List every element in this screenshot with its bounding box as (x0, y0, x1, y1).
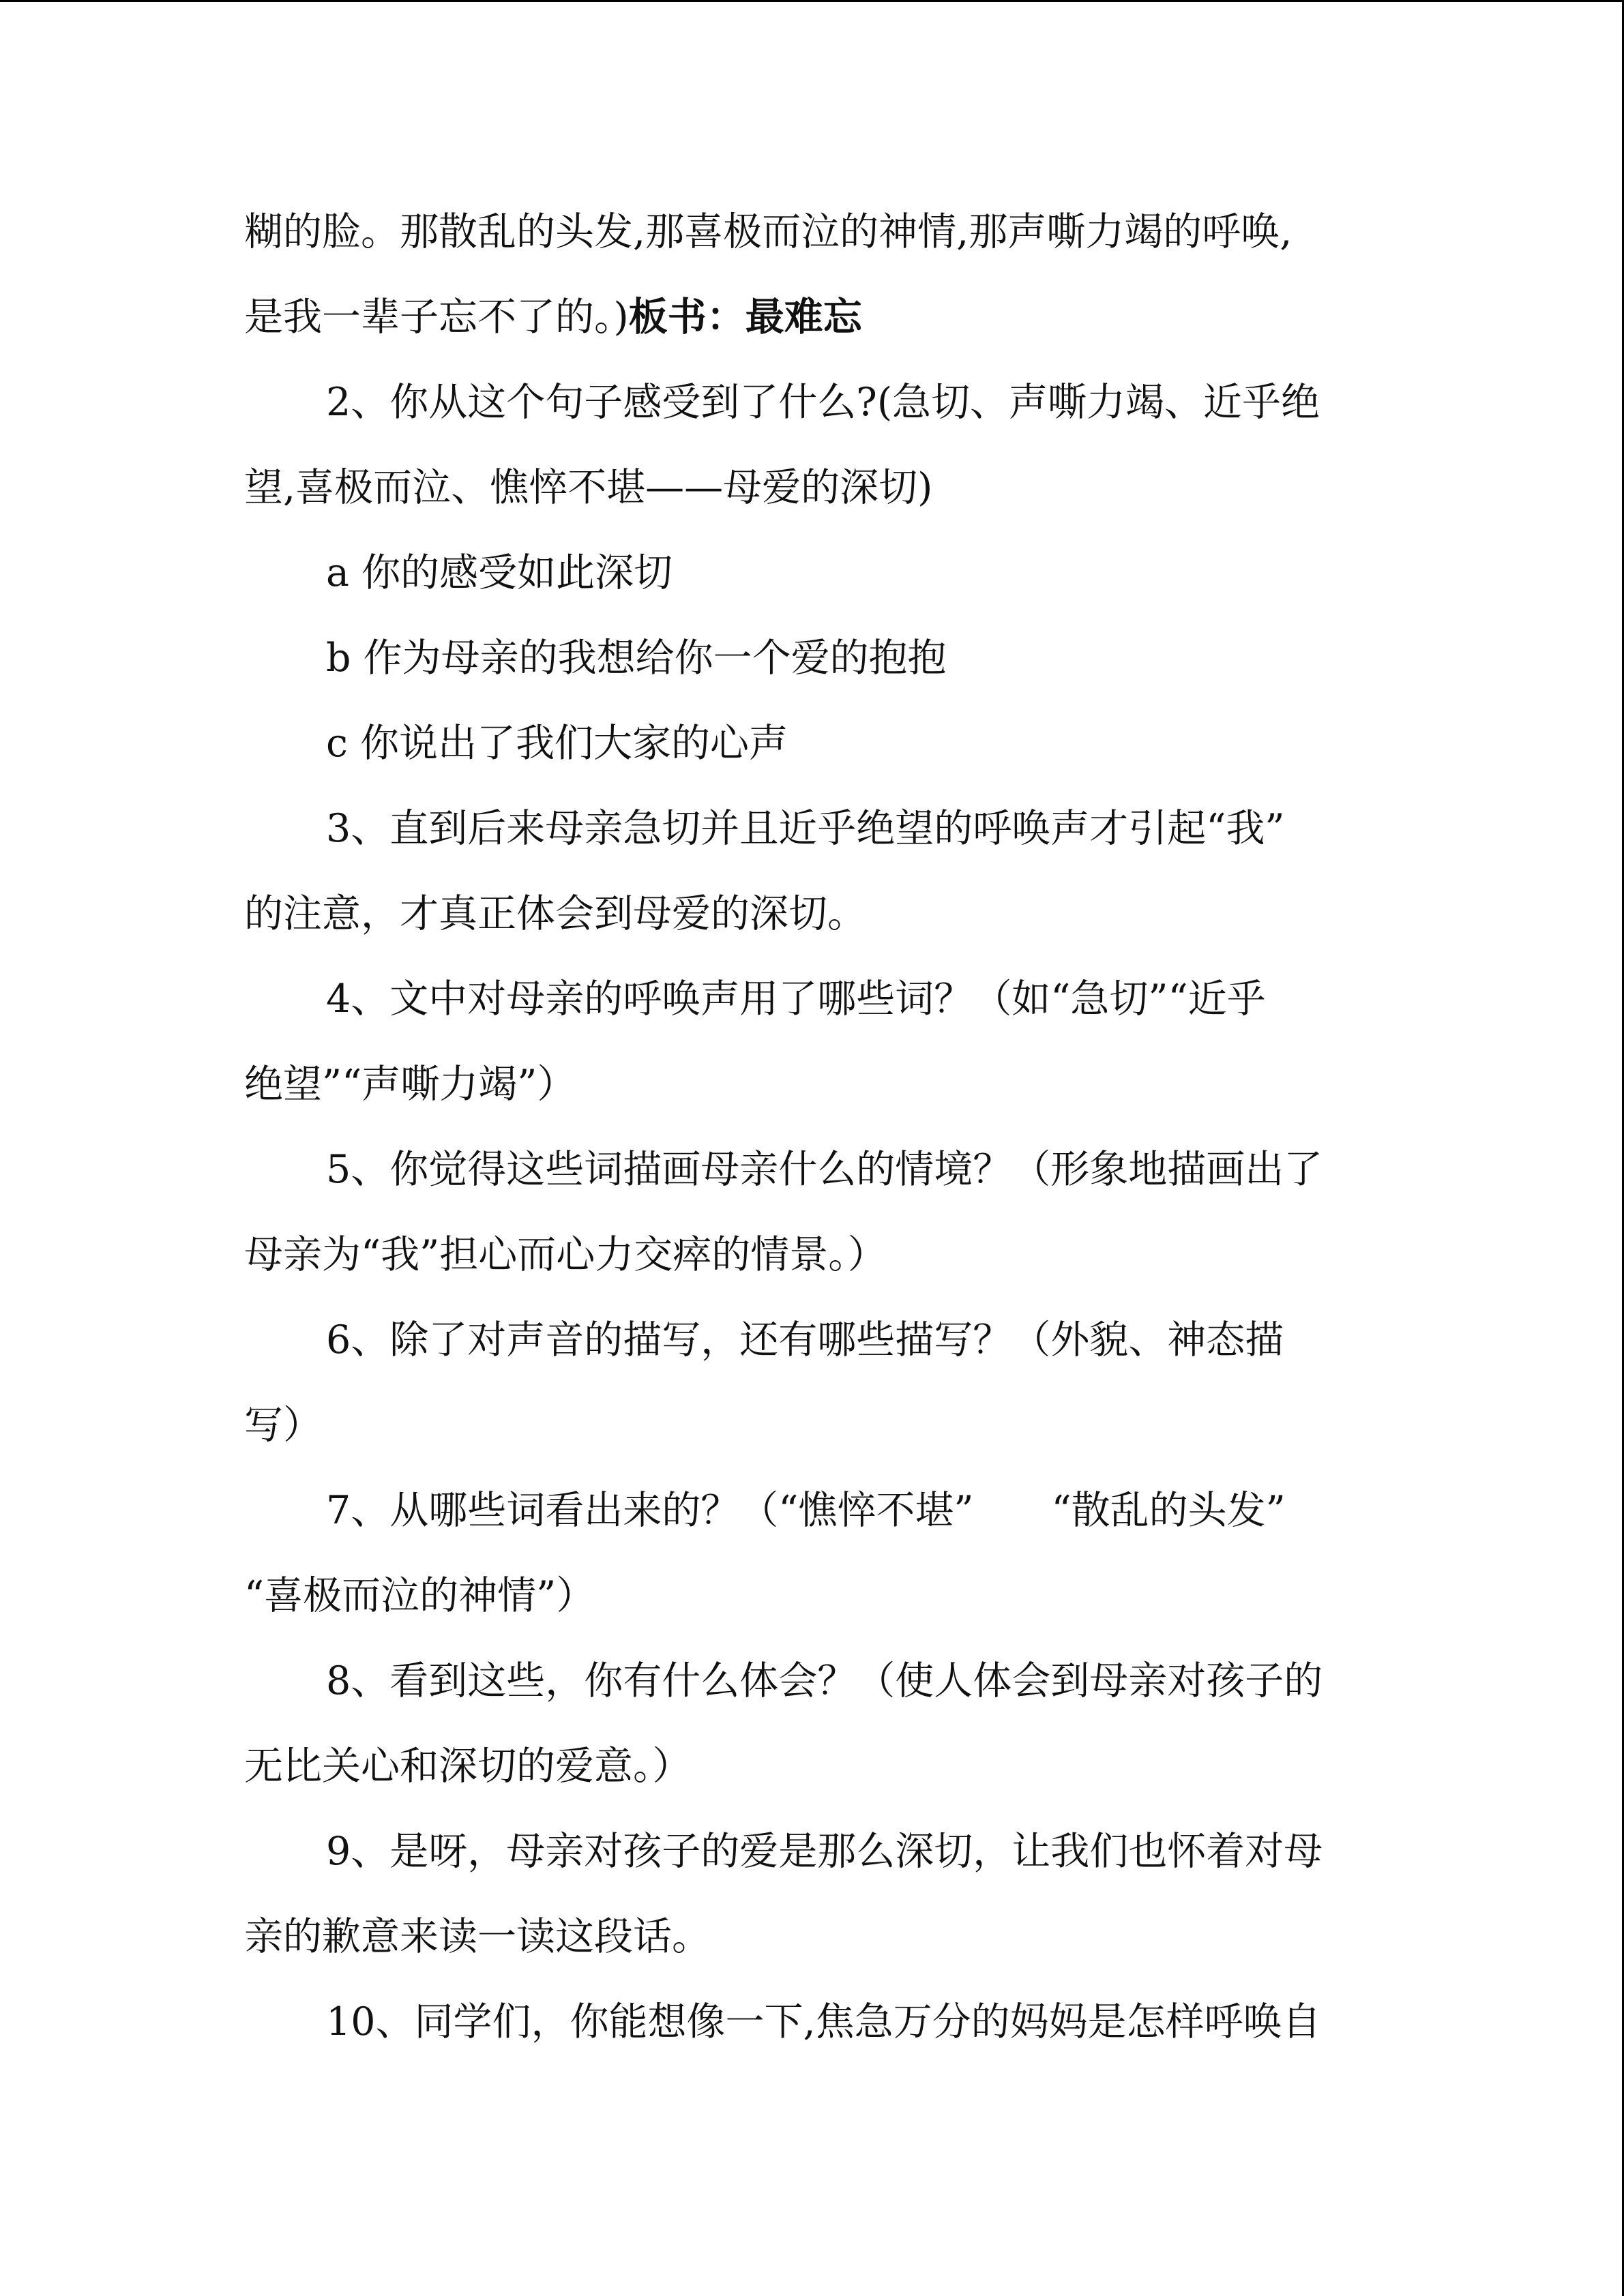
text-line (244, 286, 862, 348)
text-line: 2、你从这个句子感受到了什么?(急切、声嘶力竭、近乎绝 (326, 380, 1320, 425)
text-line: 糊的脸。那散乱的头发,那喜极而泣的神情,那声嘶力竭的呼唤, (244, 209, 1293, 254)
text-line: 7、从哪些词看出来的？（“憔悴不堪” “散乱的头发” (326, 1488, 1286, 1533)
text-line: 4、文中对母亲的呼唤声用了哪些词？（如“急切”“近乎 (326, 976, 1266, 1022)
board-writing-label: 板书：最难忘 (628, 294, 862, 340)
text-line: 亲的歉意来读一读这段话。 (244, 1914, 711, 1959)
text-line: 10、同学们，你能想像一下,焦急万分的妈妈是怎样呼唤自 (326, 1999, 1321, 2044)
text-line: 3、直到后来母亲急切并且近乎绝望的呼唤声才引起“我” (326, 806, 1285, 851)
text-line: “喜极而泣的神情”） (244, 1573, 595, 1618)
text-line: 8、看到这些，你有什么体会？（使人体会到母亲对孩子的 (326, 1658, 1323, 1703)
text-line: 无比关心和深切的爱意。） (244, 1744, 692, 1789)
text-line: 母亲为“我”担心而心力交瘁的情景。） (244, 1232, 887, 1277)
text-line: 望,喜极而泣、憔悴不堪——母爱的深切) (244, 465, 933, 510)
text-line: 9、是呀，母亲对孩子的爱是那么深切，让我们也怀着对母 (326, 1829, 1323, 1874)
list-item: b 作为母亲的我想给你一个爱的抱抱 (326, 636, 947, 681)
text-line: 的注意，才真正体会到母爱的深切。 (244, 891, 866, 936)
text-line: 5、你觉得这些词描画母亲什么的情境？（形象地描画出了 (326, 1147, 1323, 1192)
text-line: 6、除了对声音的描写，还有哪些描写？（外貌、神态描 (326, 1317, 1284, 1362)
text-line: 写） (244, 1403, 322, 1448)
text-segment: 是我一辈子忘不了的。) (244, 295, 629, 340)
list-item: a 你的感受如此深切 (326, 550, 673, 595)
text-line: 绝望”“声嘶力竭”） (244, 1062, 576, 1107)
list-item: c 你说出了我们大家的心声 (326, 721, 788, 766)
